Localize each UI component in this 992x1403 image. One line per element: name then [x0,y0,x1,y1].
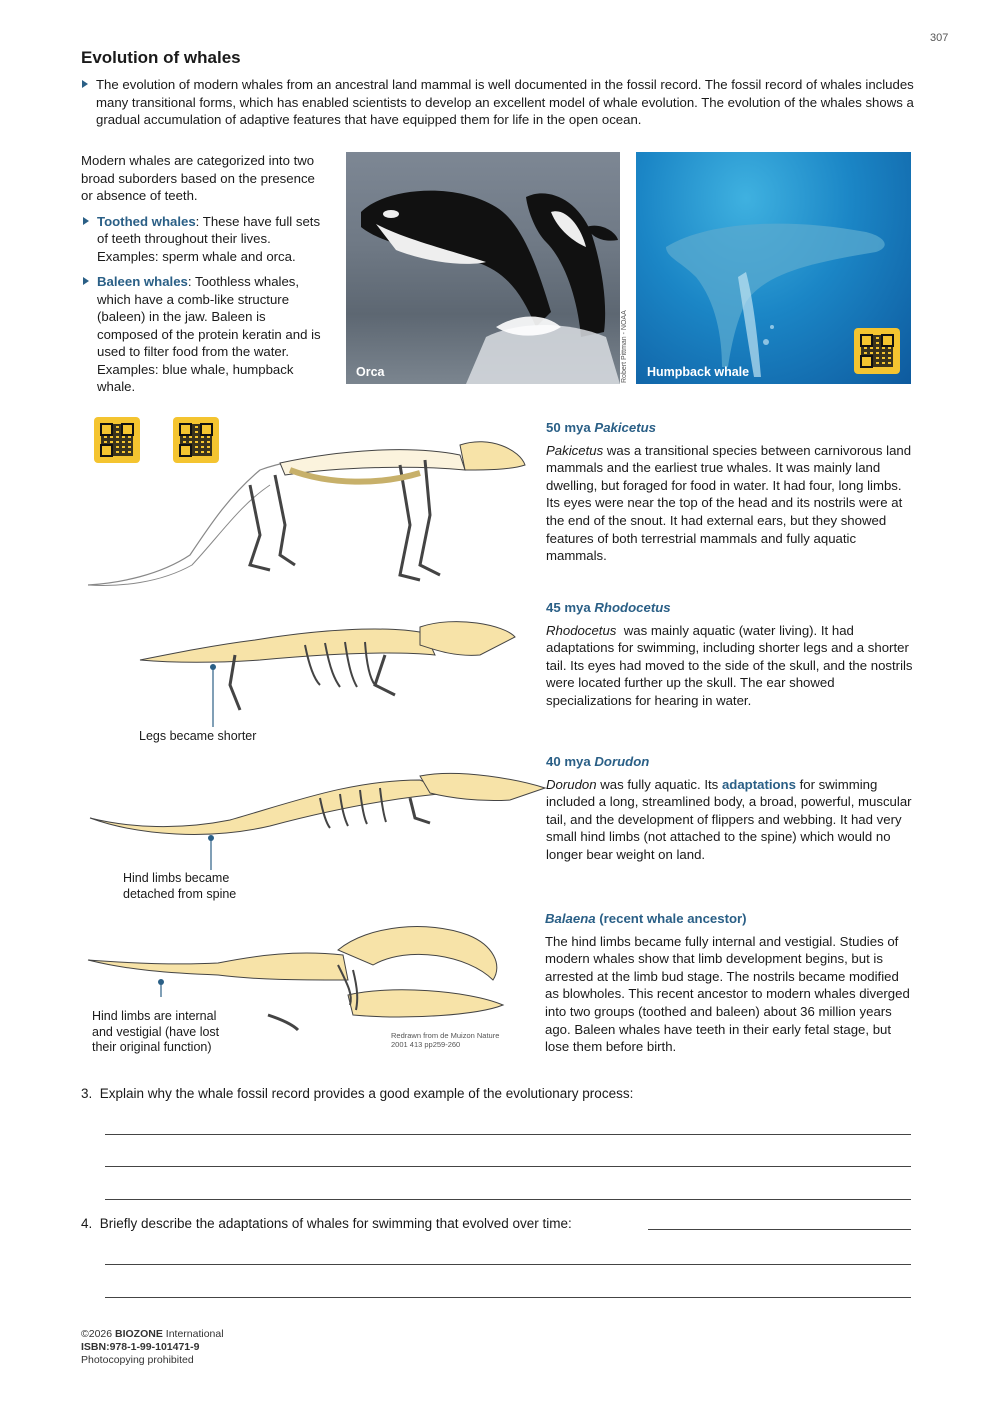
qr-code-icon[interactable] [854,328,900,374]
hind-detached-label [123,871,236,902]
source-credit [391,1031,499,1049]
orca-photo [346,152,620,384]
legs-shorter-label: Legs became shorter [139,729,257,743]
question-3-text: Explain why the whale fossil record provides a good example of the evolutionary process: [99,1086,634,1101]
bullet-arrow-icon [82,80,88,88]
photo-credit: Robert Pittman - NOAA [621,310,628,383]
bullet-arrow-icon [83,277,89,285]
baleen-text: : Toothless whales, which have a comb-like structure (baleen) in the jaw. Baleen is composed of the protein keratin and is used to filter food from the water. Examples: blue whale, humpback whale. [97,274,321,394]
rhodocetus-mya: 45 mya [546,600,595,615]
pakicetus-heading [546,419,916,437]
rhodocetus-lead: Rhodocetus [546,622,617,638]
humpback-caption: Humpback whale [647,365,750,379]
pakicetus-section [546,419,916,565]
balaena-heading [545,910,915,928]
dorudon-mya: 40 mya [546,754,595,769]
page-number: 307 [930,32,949,44]
question-3 [81,1086,633,1101]
rhodocetus-name: Rhodocetus [594,600,671,615]
orca-caption: Orca [356,365,385,379]
source-line-1: Redrawn from de Muizon Nature [391,1031,500,1040]
baleen-term: Baleen whales [97,274,188,289]
rhodocetus-section [546,599,916,710]
intro-text: The evolution of modern whales from an ancestral land mammal is well documented in the fossil record. The fossil record of whales includes many transitional forms, which has enabled scientists to develop an excellent model of whale evolution. The evolution of the whales shows a gradual accumulation of adaptive features that have equipped them for life in the open ocean. [96,77,914,127]
question-4 [81,1216,572,1231]
dorudon-name: Dorudon [594,754,650,769]
pakicetus-mya: 50 mya [546,420,595,435]
dorudon-heading [546,753,916,771]
rhodocetus-body: was mainly aquatic (water living). It had adaptations for swimming, including shorter legs and a shorter tail. Its eyes had moved to the side of the skull, and the nostrils were located further up the skull. The ear showed specializations for hearing in water. [546,622,917,708]
toothed-term: Toothed whales [97,213,196,229]
pakicetus-skeleton [80,415,530,595]
photocopy-note: Photocopying prohibited [81,1354,194,1366]
orca-image [346,152,620,384]
answer-line[interactable] [105,1166,911,1167]
dorudon-section [546,753,916,864]
vestigial-line-2: and vestigial (have lost [92,1024,220,1039]
question-4-text: Briefly describe the adaptations of whales for swimming that evolved over time: [99,1216,572,1231]
suborders-text [81,152,326,396]
hind-detached-line-2: detached from spine [123,886,237,901]
dorudon-body-pre: was fully aquatic. Its [596,776,722,792]
vestigial-line-3: their original function) [92,1040,212,1054]
rhodocetus-heading [546,599,916,617]
pakicetus-lead: Pakicetus [546,442,604,458]
answer-line[interactable] [105,1199,911,1200]
adaptations-link[interactable]: adaptations [721,776,796,792]
intro-paragraph [96,76,916,129]
question-4-number: 4. [81,1216,93,1231]
org: International [162,1328,224,1340]
hind-detached-line-1: Hind limbs became [123,871,230,885]
dorudon-skeleton [90,768,540,868]
answer-line[interactable] [105,1134,911,1135]
balaena-section [545,910,915,1056]
balaena-name: Balaena [545,911,596,926]
source-line-2: 2001 413 pp259-260 [391,1040,461,1049]
toothed-text: : These have full sets of teeth throughout their lives. Examples: sperm whale and orca. [97,213,321,264]
balaena-suffix: (recent whale ancestor) [595,911,747,926]
suborders-intro: Modern whales are categorized into two broad suborders based on the presence or absence of teeth. [81,153,315,203]
dorudon-body: for swimming included a long, streamlined body, a broad, powerful, muscular tail, and the development of flippers and webbing. It had very small hind limbs (not attached to the spine) which would no longer bear weight on land. [546,776,912,862]
answer-line[interactable] [648,1229,911,1230]
toothed-bullet [81,213,326,266]
balaena-body: The hind limbs became fully internal and vestigial. Studies of modern whales show that limb development begins, but is arrested at the limb bud stage. The nostrils became modified as blowholes. This recent ancestor to modern whales diverged into two groups (toothed and baleen) about 36 million years ago. Baleen whales have teeth in their early fetal stage, but lose them before birth. [545,933,910,1055]
rhodocetus-skeleton [135,615,535,725]
bullet-arrow-icon [83,217,89,225]
pakicetus-name: Pakicetus [594,420,656,435]
dorudon-lead: Dorudon [546,776,597,792]
copyright-line [81,1328,224,1341]
isbn: ISBN:978-1-99-101471-9 [81,1341,200,1353]
page-title: Evolution of whales [81,48,241,67]
vestigial-label [92,1009,219,1056]
footer [81,1328,224,1367]
copyright: ©2026 [81,1328,116,1340]
baleen-bullet [81,273,326,396]
answer-line[interactable] [105,1297,911,1298]
answer-line[interactable] [105,1264,911,1265]
brand: BIOZONE [115,1328,163,1340]
vestigial-line-1: Hind limbs are internal [92,1009,217,1023]
pakicetus-body: was a transitional species between carnivorous land mammals and the earliest true whales. It was mainly land dwelling, but foraged for food in water. It had four, long limbs. Its eyes were near the top of the head and its nostrils were at the end of the snout. It had external ears, but they showed features of both terrestrial mammals and fully aquatic mammals. [546,442,912,564]
question-3-number: 3. [81,1086,93,1101]
